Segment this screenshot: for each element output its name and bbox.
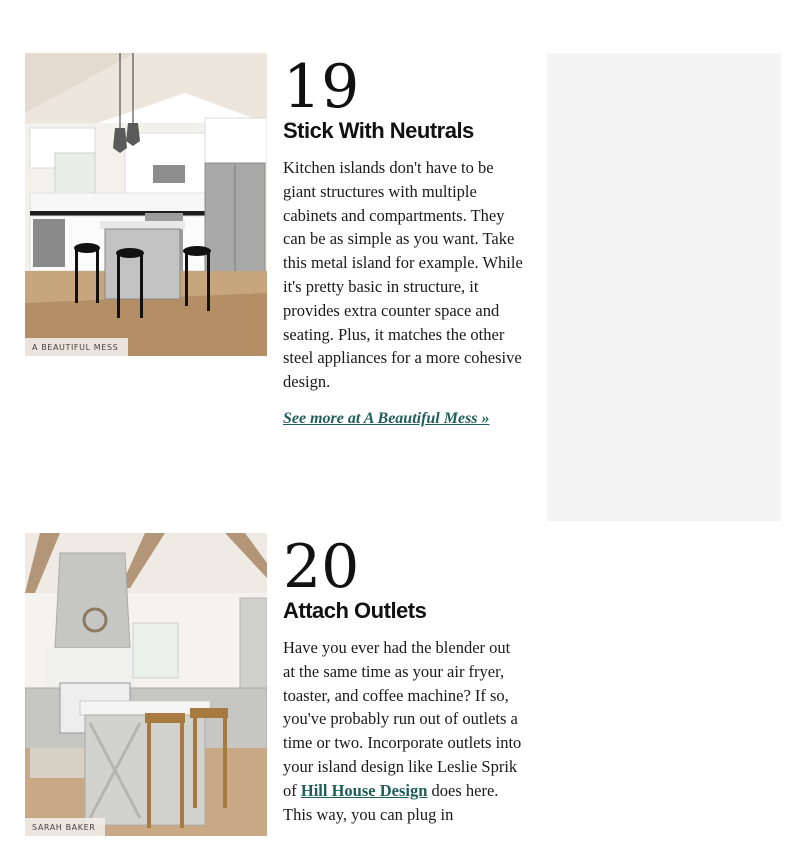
entry-text-20 <box>283 532 523 826</box>
kitchen-photo-19[interactable] <box>25 53 267 356</box>
description-text-cont: does here. This way, you can plug in <box>283 780 499 824</box>
item-number: 19 <box>283 52 360 122</box>
hill-house-design-link[interactable]: Hill House Design <box>300 780 428 800</box>
item-title: Stick With Neutrals <box>283 118 474 143</box>
item-number: 20 <box>283 532 360 602</box>
see-more-link[interactable]: See more at A Beautiful Mess » <box>283 409 490 427</box>
ad-placeholder <box>547 53 781 521</box>
description-text: Have you ever had the blender out at the same time as your air fryer, toaster, and coffee machine? If so, you've probably run out of outlets a time or two. Incorporate outlets into your island design like Leslie Sprik of <box>283 638 522 800</box>
item-title: Attach Outlets <box>283 598 427 623</box>
item-description <box>283 636 523 826</box>
photo-credit: A BEAUTIFUL MESS <box>25 338 128 356</box>
photo-credit: SARAH BAKER <box>25 818 105 836</box>
kitchen-photo-20[interactable] <box>25 533 267 836</box>
kitchen-image <box>25 533 267 836</box>
item-description: Kitchen islands don't have to be giant structures with multiple cabinets and compartments. They can be as simple as you want. Take this metal island for example. While it's pretty basic in structure, it provides extra counter space and seating. Plus, it matches the other steel appliances for a more cohesive design. <box>283 158 523 392</box>
kitchen-image <box>25 53 267 356</box>
entry-text-19 <box>283 52 523 428</box>
